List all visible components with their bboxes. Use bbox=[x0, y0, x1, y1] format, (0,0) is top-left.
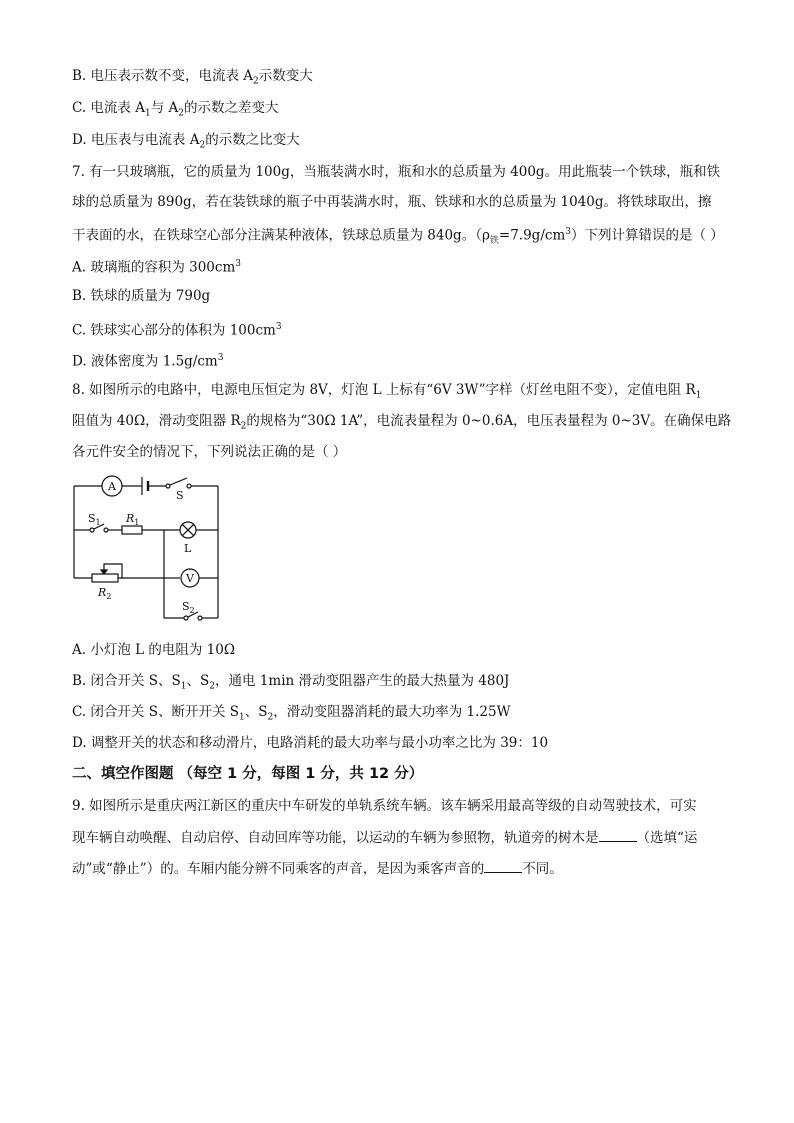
q7-option-c: C. 铁球实心部分的体积为 $100cm^3$ bbox=[72, 322, 282, 339]
switch-s1-terminal bbox=[104, 528, 108, 532]
switch-s2-terminal bbox=[184, 616, 188, 620]
q8-option-a: A. 小灯泡 L 的电阻为 10Ω bbox=[72, 642, 236, 658]
ammeter-label: A bbox=[108, 480, 116, 493]
q7-stem-line3: 干表面的水，在铁球空心部分注满某种液体，铁球总质量为 840g。$(\rho_铁=7.9g/cm^3)$下列计算错误的是（ ） bbox=[72, 227, 724, 247]
resistor-r1-label: $R_1$ bbox=[126, 512, 140, 527]
switch-s-terminal bbox=[166, 484, 170, 488]
q8-option-b: B. 闭合开关 S、$S_1$、$S_2$，通电 1min 滑动变阻器产生的最大热量为 480J bbox=[72, 673, 510, 692]
switch-s2-label: $S_2$ bbox=[182, 600, 195, 615]
q9-stem-line2: 现车辆自动唤醒、自动启停、自动回库等功能，以运动的车辆为参照物，轨道旁的树木是 （选填“运 bbox=[72, 830, 698, 846]
lamp-label: L bbox=[184, 542, 192, 555]
rheostat-r2-label: $R_2$ bbox=[98, 586, 112, 601]
rheostat-r2 bbox=[92, 574, 118, 582]
q7-option-d: D. 液体密度为 $1.5g/cm^3$ bbox=[72, 353, 224, 370]
switch-s2-terminal bbox=[198, 616, 202, 620]
q8-stem-line3: 各元件安全的情况下，下列说法正确的是（ ） bbox=[72, 444, 347, 460]
switch-s-blade bbox=[170, 478, 187, 485]
circuit-diagram bbox=[70, 472, 230, 624]
switch-s1-label: $S_1$ bbox=[88, 512, 101, 527]
section-heading: 二、填空作图题 （每空 1 分，每图 1 分，共 12 分） bbox=[72, 766, 424, 782]
q8-option-c: C. 闭合开关 S、断开开关 $S_1$、$S_2$，滑动变阻器消耗的最大功率为 1.25W bbox=[72, 704, 511, 723]
q7-stem-line2: 球的总质量为 890g，若在装铁球的瓶子中再装满水时，瓶、铁球和水的总质量为 1040g。将铁球取出，擦 bbox=[72, 194, 712, 210]
answer-blank[interactable] bbox=[599, 829, 637, 842]
switch-s1-terminal bbox=[90, 528, 94, 532]
q6-option-b: B. 电压表示数不变，电流表 $A_2$示数变大 bbox=[72, 68, 313, 87]
q7-option-b: B. 铁球的质量为 790g bbox=[72, 288, 211, 304]
switch-s-terminal bbox=[187, 484, 191, 488]
q7-option-a: A. 玻璃瓶的容积为 $300cm^3$ bbox=[72, 259, 241, 276]
q6-option-c: C. 电流表 $A_1$与 $A_2$的示数之差变大 bbox=[72, 100, 279, 119]
resistor-r1 bbox=[122, 526, 142, 534]
q8-stem-line1: 8. 如图所示的电路中，电源电压恒定为 8V，灯泡 L 上标有“6V 3W”字样（灯丝电阻不变），定值电阻 $R_1$ bbox=[72, 382, 702, 401]
switch-s-label: S bbox=[176, 489, 184, 502]
q8-option-d: D. 调整开关的状态和移动滑片，电路消耗的最大功率与最小功率之比为 39：10 bbox=[72, 735, 549, 751]
q7-stem-line1: 7. 有一只玻璃瓶，它的质量为 100g，当瓶装满水时，瓶和水的总质量为 400g。用此瓶装一个铁球，瓶和铁 bbox=[72, 164, 721, 180]
answer-blank[interactable] bbox=[484, 860, 522, 873]
q9-stem-line3: 动”或“静止”）的。车厢内能分辨不同乘客的声音，是因为乘客声音的 不同。 bbox=[72, 861, 563, 877]
q6-option-d: D. 电压表与电流表 $A_2$的示数之比变大 bbox=[72, 132, 300, 151]
voltmeter-label: V bbox=[186, 572, 194, 585]
q8-stem-line2: 阻值为 40Ω，滑动变阻器 $R_2$的规格为“30Ω 1A”，电流表量程为 0~0.6A，电压表量程为 0~3V。在确保电路 bbox=[72, 413, 732, 432]
q9-stem-line1: 9. 如图所示是重庆两江新区的重庆中车研发的单轨系统车辆。该车辆采用最高等级的自动驾驶技术，可实 bbox=[72, 798, 697, 814]
